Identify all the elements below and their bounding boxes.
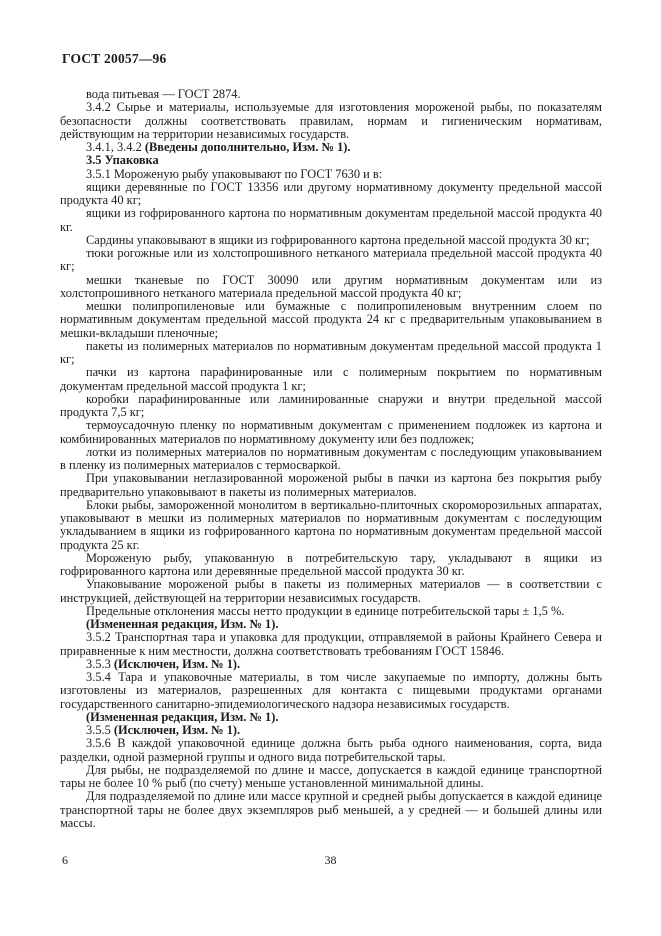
paragraph	[60, 141, 602, 154]
text-run: 3.4.2 Сырье и материалы, используемые для изготовления мороженой рыбы, по показателям безопасности должны соответствовать правилам, нормам и гигиеническим нормативам, действующим на территории независимых государств.	[60, 100, 602, 141]
paragraph	[60, 234, 602, 247]
paragraph	[60, 181, 602, 208]
paragraph	[60, 274, 602, 301]
text-run: Предельные отклонения массы нетто продукции в единице потребительской тары ± 1,5 %.	[86, 603, 565, 618]
text-run: Мороженую рыбу, упакованную в потребительскую тару, укладывают в ящики из гофрированного картона или деревянные предельной массой продукта 30 кг.	[60, 550, 602, 578]
text-run: Упаковывание мороженой рыбы в пакеты из полимерных материалов — в соответствии с инструкцией, действующей на территории независимых государств.	[60, 577, 602, 605]
paragraph	[60, 168, 602, 181]
paragraph	[60, 605, 602, 618]
paragraph	[60, 552, 602, 579]
paragraph	[60, 764, 602, 791]
text-run: мешки тканевые по ГОСТ 30090 или другим нормативным документам или из холстопрошивного нетканого материала предельной массой продукта 40 кг;	[60, 272, 602, 300]
paragraph	[60, 737, 602, 764]
paragraph	[60, 446, 602, 473]
bold-text-run: (Исключен, Изм. № 1).	[113, 723, 241, 737]
page-number-center: 38	[324, 853, 337, 867]
paragraph	[60, 88, 602, 101]
paragraph	[60, 711, 602, 724]
paragraph	[60, 472, 602, 499]
paragraph	[60, 724, 602, 737]
text-run: пачки из картона парафинированные или с полимерным покрытием по нормативным документам предельной массой продукта 1 кг;	[60, 365, 602, 393]
text-run: 3.5.6 В каждой упаковочной единице должна быть рыба одного наименования, сорта, вида разделки, одной размерной группы и одного вида потребительской тары.	[60, 736, 602, 764]
text-run: вода питьевая — ГОСТ 2874.	[86, 87, 241, 101]
paragraph	[60, 631, 602, 658]
text-run: При упаковывании неглазированной мороженой рыбы в пачки из картона без покрытия рыбу предварительно упаковывают в пакеты из полимерных материалов.	[60, 471, 602, 499]
text-run: Сардины упаковывают в ящики из гофрированного картона предельной массой продукта 30 кг;	[86, 232, 590, 247]
paragraph	[60, 247, 602, 274]
paragraph	[60, 499, 602, 552]
paragraph	[60, 154, 602, 167]
text-run: 3.5.3	[86, 656, 114, 671]
paragraph	[60, 419, 602, 446]
paragraph	[60, 300, 602, 340]
paragraph	[60, 101, 602, 141]
document-body	[60, 88, 602, 830]
paragraph	[60, 671, 602, 711]
text-run: 3.5.5	[86, 723, 114, 737]
text-run: 3.4.1, 3.4.2	[86, 140, 145, 154]
text-run: 3.5.1 Мороженую рыбу упаковывают по ГОСТ 7630 и в:	[86, 166, 383, 181]
paragraph	[60, 578, 602, 605]
bold-text-run: 3.5 Упаковка	[86, 153, 159, 168]
paragraph	[60, 658, 602, 671]
paragraph	[60, 366, 602, 393]
text-run: ящики деревянные по ГОСТ 13356 или другому нормативному документу предельной массой продукта 40 кг;	[60, 179, 602, 207]
text-run: 3.5.4 Тара и упаковочные материалы, в том числе закупаемые по импорту, должны быть изготовлены из материалов, разрешенных для контакта с пищевыми продуктами органами государственного санитарно-эпидемиологического надзора независимых государств.	[60, 670, 602, 711]
text-run: Блоки рыбы, замороженной монолитом в вертикально-плиточных скороморозильных аппаратах, упаковывают в мешки из полимерных материалов по нормативным документам с последующим укладыванием в ящики из гофрированного картона по нормативным документам предельной массой продукта 25 кг.	[60, 497, 602, 552]
bold-text-run: (Измененная редакция, Изм. № 1).	[86, 709, 279, 724]
text-run: тюки рогожные или из холстопрошивного нетканого материала предельной массой продукта 40 кг;	[60, 246, 602, 274]
text-run: 3.5.2 Транспортная тара и упаковка для продукции, отправляемой в районы Крайнего Севера и приравненные к ним местности, должна соответствовать требованиям ГОСТ 15846.	[60, 630, 602, 658]
document-title: ГОСТ 20057—96	[62, 51, 167, 66]
text-run: Для подразделяемой по длине или массе крупной и средней рыбы допускается в каждой единице транспортной тары не более двух экземпляров рыб меньшей, а у средней — и большей длины или массы.	[60, 789, 602, 830]
paragraph	[60, 790, 602, 830]
page-number-left: 6	[62, 853, 68, 867]
text-run: Для рыбы, не подразделяемой по длине и массе, допускается в каждой единице транспортной тары не более 10 % рыб (по счету) меньше установленной минимальной длины.	[60, 762, 602, 790]
paragraph	[60, 393, 602, 420]
bold-text-run: (Введены дополнительно, Изм. № 1).	[144, 140, 351, 154]
text-run: мешки полипропиленовые или бумажные с полипропиленовым внутренним слоем по нормативным документам предельной массой продукта 24 кг с предварительным упаковыванием в мешки-вкладыши пленочные;	[60, 299, 602, 340]
text-run: пакеты из полимерных материалов по нормативным документам предельной массой продукта 1 кг;	[60, 338, 602, 366]
text-run: коробки парафинированные или ламинированные снаружи и внутри предельной массой продукта 7,5 кг;	[60, 391, 602, 419]
text-run: лотки из полимерных материалов по нормативным документам с последующим упаковыванием в пленку из полимерных материалов с термосваркой.	[60, 444, 602, 472]
paragraph	[60, 207, 602, 234]
paragraph	[60, 340, 602, 367]
text-run: термоусадочную пленку по нормативным документам с применением подложек из картона и комбинированных материалов по нормативному документу или без подложек;	[60, 418, 602, 446]
bold-text-run: (Исключен, Изм. № 1).	[113, 656, 241, 671]
paragraph	[60, 618, 602, 631]
bold-text-run: (Измененная редакция, Изм. № 1).	[86, 617, 279, 631]
text-run: ящики из гофрированного картона по нормативным документам предельной массой продукта 40 кг.	[60, 206, 602, 234]
